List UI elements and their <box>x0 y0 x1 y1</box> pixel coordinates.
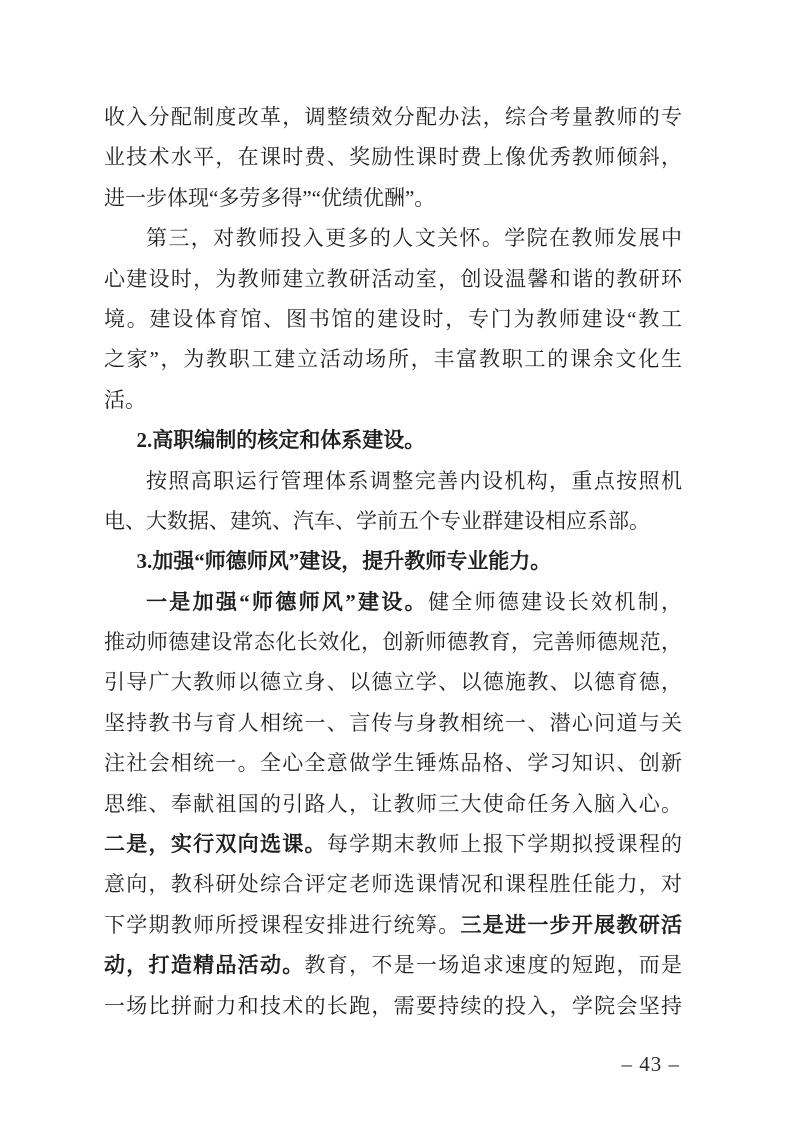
text-line <box>104 380 682 420</box>
heading-paragraph <box>104 541 682 581</box>
text-segment: 注社会相统一。全心全意做学生锤炼品格、学习知识、创新 <box>104 751 682 776</box>
bold-text-segment: 动，打造精品活动。 <box>104 953 305 978</box>
paragraph <box>104 461 682 542</box>
text-segment: 电、大数据、建筑、汽车、学前五个专业群建设相应系部。 <box>104 508 650 533</box>
text-segment: 引导广大教师以德立身、以德立学、以德施教、以德育德， <box>104 670 682 695</box>
text-segment: 按照高职运行管理体系调整完善内设机构，重点按照机 <box>146 468 682 493</box>
text-line <box>104 461 682 501</box>
text-line <box>104 420 682 460</box>
document-body <box>104 97 682 1026</box>
page-number: – 43 – <box>621 1052 680 1076</box>
text-line <box>104 501 682 541</box>
bold-text-segment: 3.加强“师德师风”建设，提升教师专业能力。 <box>136 549 552 574</box>
text-segment: 进一步体现“多劳多得”“优绩优酬”。 <box>104 185 436 210</box>
text-segment: 活。 <box>104 387 146 412</box>
text-line <box>104 824 682 864</box>
text-segment: 第三，对教师投入更多的人文关怀。学院在教师发展中 <box>146 226 682 251</box>
text-line <box>104 582 682 622</box>
text-line <box>104 703 682 743</box>
text-segment: 心建设时，为教师建立教研活动室，创设温馨和谐的教研环 <box>104 266 682 291</box>
text-line <box>104 622 682 662</box>
bold-text-segment: 二是，实行双向选课。 <box>104 832 327 857</box>
text-segment: 教育，不是一场追求速度的短跑，而是 <box>304 953 682 978</box>
heading-paragraph <box>104 420 682 460</box>
text-segment: 每学期末教师上报下学期拟授课程的 <box>326 832 682 857</box>
text-line <box>104 662 682 702</box>
text-line <box>104 299 682 339</box>
bold-text-segment: 2.高职编制的核定和体系建设。 <box>136 428 426 453</box>
text-line <box>104 743 682 783</box>
text-line <box>104 784 682 824</box>
text-line <box>104 986 682 1026</box>
text-line <box>104 218 682 258</box>
paragraph <box>104 97 682 218</box>
text-segment: 之家”，为教职工建立活动场所，丰富教职工的课余文化生 <box>104 347 682 372</box>
text-line <box>104 864 682 904</box>
text-line <box>104 905 682 945</box>
text-line <box>104 178 682 218</box>
text-segment: 境。建设体育馆、图书馆的建设时，专门为教师建设“教工 <box>104 306 682 331</box>
text-segment: 思维、奉献祖国的引路人，让教师三大使命任务入脑入心。 <box>104 791 682 816</box>
text-segment: 一场比拼耐力和技术的长跑，需要持续的投入，学院会坚持 <box>104 993 682 1018</box>
paragraph <box>104 582 682 1026</box>
text-line <box>104 259 682 299</box>
text-segment: 意向，教科研处综合评定老师选课情况和课程胜任能力，对 <box>104 872 682 897</box>
text-segment: 业技术水平，在课时费、奖励性课时费上像优秀教师倾斜， <box>104 145 682 170</box>
text-segment: 收入分配制度改革，调整绩效分配办法，综合考量教师的专 <box>104 105 682 129</box>
text-line <box>104 97 682 137</box>
text-segment: 坚持教书与育人相统一、言传与身教相统一、潜心问道与关 <box>104 710 682 735</box>
text-segment: 健全师德建设长效机制， <box>427 589 682 614</box>
text-segment: 推动师德建设常态化长效化，创新师德教育，完善师德规范， <box>104 630 682 655</box>
text-line <box>104 945 682 985</box>
paragraph <box>104 218 682 420</box>
bold-text-segment: 三是进一步开展教研活 <box>460 912 682 937</box>
text-line <box>104 137 682 177</box>
bold-text-segment: 一是加强“师德师风”建设。 <box>146 589 428 614</box>
text-segment: 下学期教师所授课程安排进行统筹。 <box>104 912 461 937</box>
text-line <box>104 541 682 581</box>
text-line <box>104 339 682 379</box>
